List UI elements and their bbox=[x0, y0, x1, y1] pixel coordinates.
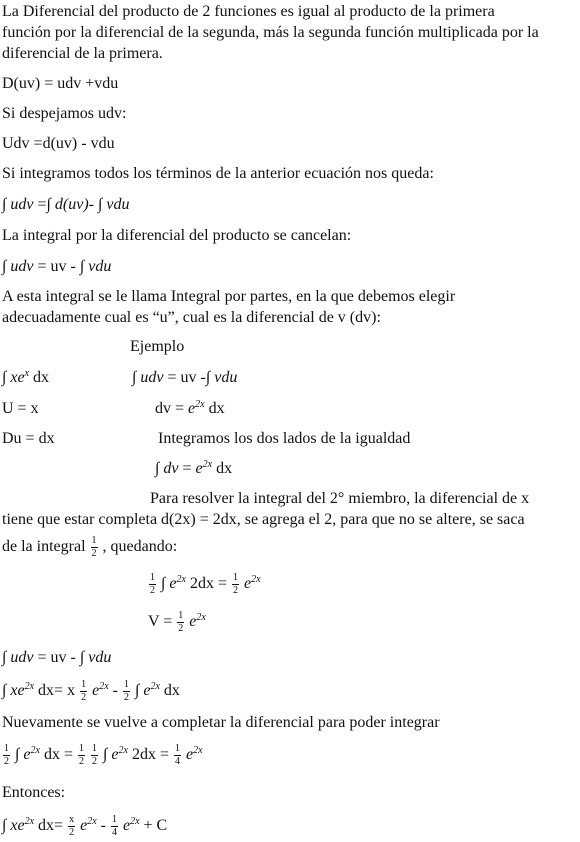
equation-text: ∫ udv = uv - ∫ vdu bbox=[2, 649, 112, 666]
fraction: $\frac{1}{2}$ bbox=[78, 743, 84, 767]
complete-again-label: Nuevamente se vuelve a completar la diferencial para poder integrar bbox=[2, 714, 440, 731]
fraction: $\frac{1}{2}$ bbox=[150, 572, 155, 596]
example-heading: Ejemplo bbox=[130, 338, 185, 355]
example-integral bbox=[2, 368, 49, 388]
equation-text: ∫ $xe^{2x}$ dx= $\frac{x}{2}$ $e^{2x}$ - $\frac{1}{4}$ $e^{2x} + C$ bbox=[2, 814, 168, 838]
explanation-line-1: A esta integral se le llama Integral por partes, en la que debemos elegir bbox=[2, 288, 456, 305]
fraction: $\frac{x}{2}$ bbox=[69, 814, 75, 838]
equation-text: ∫ $xe^{2x}$ dx= x $\frac{1}{2}$ $e^{2x}$ - $\frac{1}{2}$ ∫ $e^{2x}$ dx bbox=[2, 679, 180, 703]
fraction: $\frac{1}{4}$ bbox=[174, 743, 180, 767]
fraction: $\frac{1}{2}$ bbox=[91, 743, 97, 767]
second-integral bbox=[2, 744, 203, 767]
intro-line-2: función por la diferencial de la segunda, más la segunda función multiplicada por la bbox=[2, 24, 539, 41]
final-result bbox=[2, 815, 167, 838]
equation-text: dv = $e^{2x}$ dx bbox=[155, 399, 225, 417]
intro-line-3: diferencial de la primera. bbox=[2, 45, 163, 62]
note-line-3 bbox=[2, 536, 177, 559]
v-result bbox=[148, 611, 206, 634]
then-label: Entonces: bbox=[2, 784, 66, 801]
fraction: $\frac{1}{2}$ bbox=[91, 535, 97, 559]
integrated-equation bbox=[2, 195, 130, 215]
equation-text: ∫ dv = $e^{2x}$ dx bbox=[155, 459, 233, 477]
equation-text: ∫ udv = uv -∫ vdu bbox=[132, 369, 238, 386]
du-definition: Du = dx bbox=[2, 430, 55, 447]
integrate-label: Si integramos todos los términos de la anterior ecuación nos queda: bbox=[2, 165, 434, 182]
equation-text: V = $\frac{1}{2}$ $e^{2x}$ bbox=[148, 610, 206, 634]
integrate-both-sides: Integramos los dos lados de la igualdad bbox=[158, 430, 411, 447]
substituted-equation bbox=[2, 680, 180, 703]
u-definition: U = x bbox=[2, 400, 39, 417]
cancel-label: La integral por la diferencial del producto se cancelan: bbox=[2, 227, 352, 244]
product-rule: D(uv) = udv +vdu bbox=[2, 75, 119, 92]
note-line-1: Para resolver la integral del 2° miembro, la diferencial de x bbox=[150, 490, 530, 507]
equation-text: $\frac{1}{2}$ ∫ $e^{2x}$ 2dx = $\frac{1}{2}$ $e^{2x}$ bbox=[150, 572, 261, 596]
half-integral bbox=[148, 573, 261, 596]
fraction: $\frac{1}{2}$ bbox=[232, 572, 238, 596]
equation-text: ∫ $xe^x$ dx bbox=[2, 368, 50, 386]
equation-text: ∫ udv =∫ d(uv)- ∫ vdu bbox=[2, 196, 130, 213]
formula-again bbox=[2, 648, 111, 668]
integration-by-parts-formula bbox=[2, 257, 111, 277]
fraction: $\frac{1}{2}$ bbox=[81, 679, 87, 703]
integral-dv bbox=[155, 459, 232, 479]
clear-label: Si despejamos udv: bbox=[2, 105, 127, 122]
equation-text: $\frac{1}{2}$ ∫ $e^{2x}$ dx = $\frac{1}{2}$ $\frac{1}{2}$ ∫ $e^{2x}$ 2dx = $\frac{1}{4}$ $e^{2x}$ bbox=[4, 743, 203, 767]
example-formula bbox=[132, 368, 237, 388]
intro-line-1: La Diferencial del producto de 2 funciones es igual al producto de la primera bbox=[2, 3, 495, 20]
fraction: $\frac{1}{2}$ bbox=[4, 743, 9, 767]
equation-text: de la integral $\frac{1}{2}$ , quedando: bbox=[2, 535, 178, 559]
note-line-2: tiene que estar completa d(2x) = 2dx, se agrega el 2, para que no se altere, se saca bbox=[2, 511, 525, 528]
fraction: $\frac{1}{2}$ bbox=[123, 679, 129, 703]
equation-text: ∫ udv = uv - ∫ vdu bbox=[2, 258, 112, 275]
dv-definition bbox=[155, 399, 225, 419]
cleared-equation: Udv =d(uv) - vdu bbox=[2, 135, 115, 152]
fraction: $\frac{1}{2}$ bbox=[178, 610, 184, 634]
fraction: $\frac{1}{4}$ bbox=[111, 814, 117, 838]
explanation-line-2: adecuadamente cual es “u”, cual es la diferencial de v (dv): bbox=[2, 309, 381, 326]
